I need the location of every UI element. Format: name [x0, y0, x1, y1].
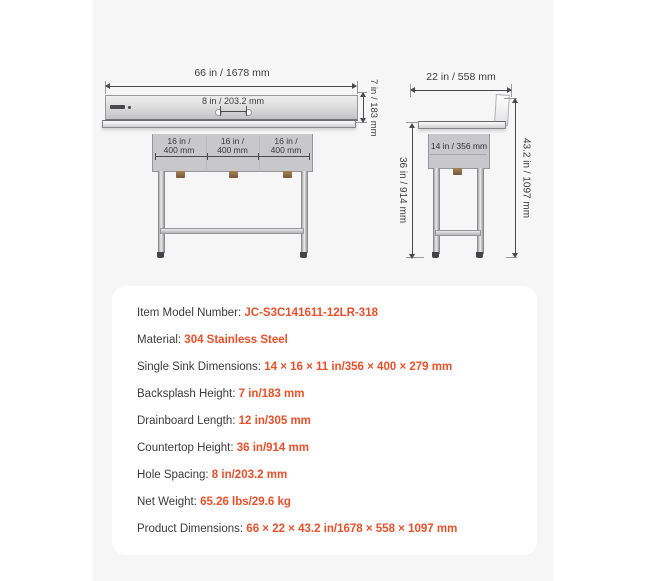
bowl-width-label-line2: 400 mm	[217, 145, 248, 155]
spec-row	[137, 300, 513, 327]
spec-label: Drainboard Length:	[137, 415, 239, 427]
spec-label: Item Model Number:	[137, 307, 245, 319]
side-width-dimension-label: 22 in / 558 mm	[426, 71, 496, 83]
bowl-depth-label: 14 in / 356 mm	[430, 140, 488, 151]
countertop-side	[418, 121, 506, 129]
sink-leg	[477, 168, 484, 254]
bowl-width-label-line2: 400 mm	[163, 145, 195, 155]
counter-height-dimension-line	[412, 124, 413, 258]
spec-value: 12 in/305 mm	[238, 415, 311, 427]
leg-crossbar	[160, 228, 304, 234]
sink-leg	[433, 168, 440, 254]
sink-leg	[301, 171, 308, 253]
bowl-width-label	[206, 137, 260, 156]
drain-fitting	[453, 168, 462, 175]
spec-value: 304 Stainless Steel	[184, 334, 288, 346]
spec-value: 36 in/914 mm	[236, 442, 309, 454]
drain-fitting	[176, 171, 185, 178]
diagram-stage	[93, 0, 553, 581]
bowl-seam-line	[430, 154, 487, 155]
front-width-dimension-line	[106, 86, 356, 87]
spec-label: Single Sink Dimensions:	[137, 361, 265, 373]
adjustable-foot	[476, 252, 483, 258]
backsplash-height-dimension-line	[363, 93, 364, 122]
spec-label: Countertop Height:	[137, 442, 237, 454]
sink-bowls-front	[152, 134, 313, 172]
spec-label: Backsplash Height:	[137, 388, 239, 400]
spec-row	[137, 435, 513, 462]
bowl-width-label-line1: 16 in /	[167, 135, 191, 146]
spec-label: Material:	[137, 334, 185, 346]
bowl-width-label	[152, 137, 206, 156]
spec-value: 66 × 22 × 43.2 in/1678 × 558 × 1097 mm	[246, 523, 458, 535]
hole-spacing-dimension-line	[221, 111, 246, 112]
spec-value: 8 in/203.2 mm	[211, 469, 288, 481]
drain-fitting	[229, 171, 238, 178]
adjustable-foot	[157, 252, 164, 258]
spec-row	[137, 381, 513, 408]
spec-label: Hole Spacing:	[137, 469, 212, 481]
countertop-front	[102, 120, 356, 128]
drain-fitting	[283, 171, 292, 178]
vevor-logo-mark	[128, 106, 131, 109]
spec-row	[137, 327, 513, 354]
overall-height-label: 43.2 in / 1097 mm	[520, 137, 532, 219]
spec-row	[137, 489, 513, 516]
extension-line	[246, 106, 247, 116]
spec-card	[112, 286, 537, 555]
spec-label: Net Weight:	[137, 496, 201, 508]
counter-height-label: 36 in / 914 mm	[397, 156, 408, 224]
spec-label: Product Dimensions:	[137, 523, 247, 535]
bowl-width-label-line1: 16 in /	[220, 135, 245, 146]
bowl-width-dimension-line	[155, 156, 310, 157]
backsplash-height-label: 7 in / 183 mm	[368, 79, 379, 137]
spec-value: 14 × 16 × 11 in/356 × 400 × 279 mm	[264, 361, 453, 373]
overall-height-dimension-line	[515, 99, 516, 257]
sink-leg	[158, 171, 165, 253]
spec-row	[137, 462, 513, 489]
bowl-width-label-line2: 400 mm	[270, 145, 302, 155]
front-width-dimension-label: 66 in / 1678 mm	[194, 67, 270, 79]
sink-bowl-side	[428, 134, 490, 169]
adjustable-foot	[432, 252, 439, 258]
spec-row	[137, 354, 513, 381]
adjustable-foot	[300, 252, 307, 258]
vevor-logo	[110, 105, 125, 109]
leg-crossbar	[435, 230, 481, 236]
spec-row	[137, 408, 513, 435]
bowl-width-label	[259, 137, 313, 156]
spec-value: 65.26 lbs/29.6 kg	[200, 496, 291, 508]
hole-spacing-label: 8 in / 203.2 mm	[201, 96, 265, 106]
spec-row	[137, 516, 513, 543]
spec-value: JC-S3C141611-12LR-318	[244, 307, 378, 319]
spec-value: 7 in/183 mm	[238, 388, 305, 400]
side-width-dimension-line	[411, 90, 511, 91]
bowl-width-label-line1: 16 in /	[274, 135, 298, 146]
